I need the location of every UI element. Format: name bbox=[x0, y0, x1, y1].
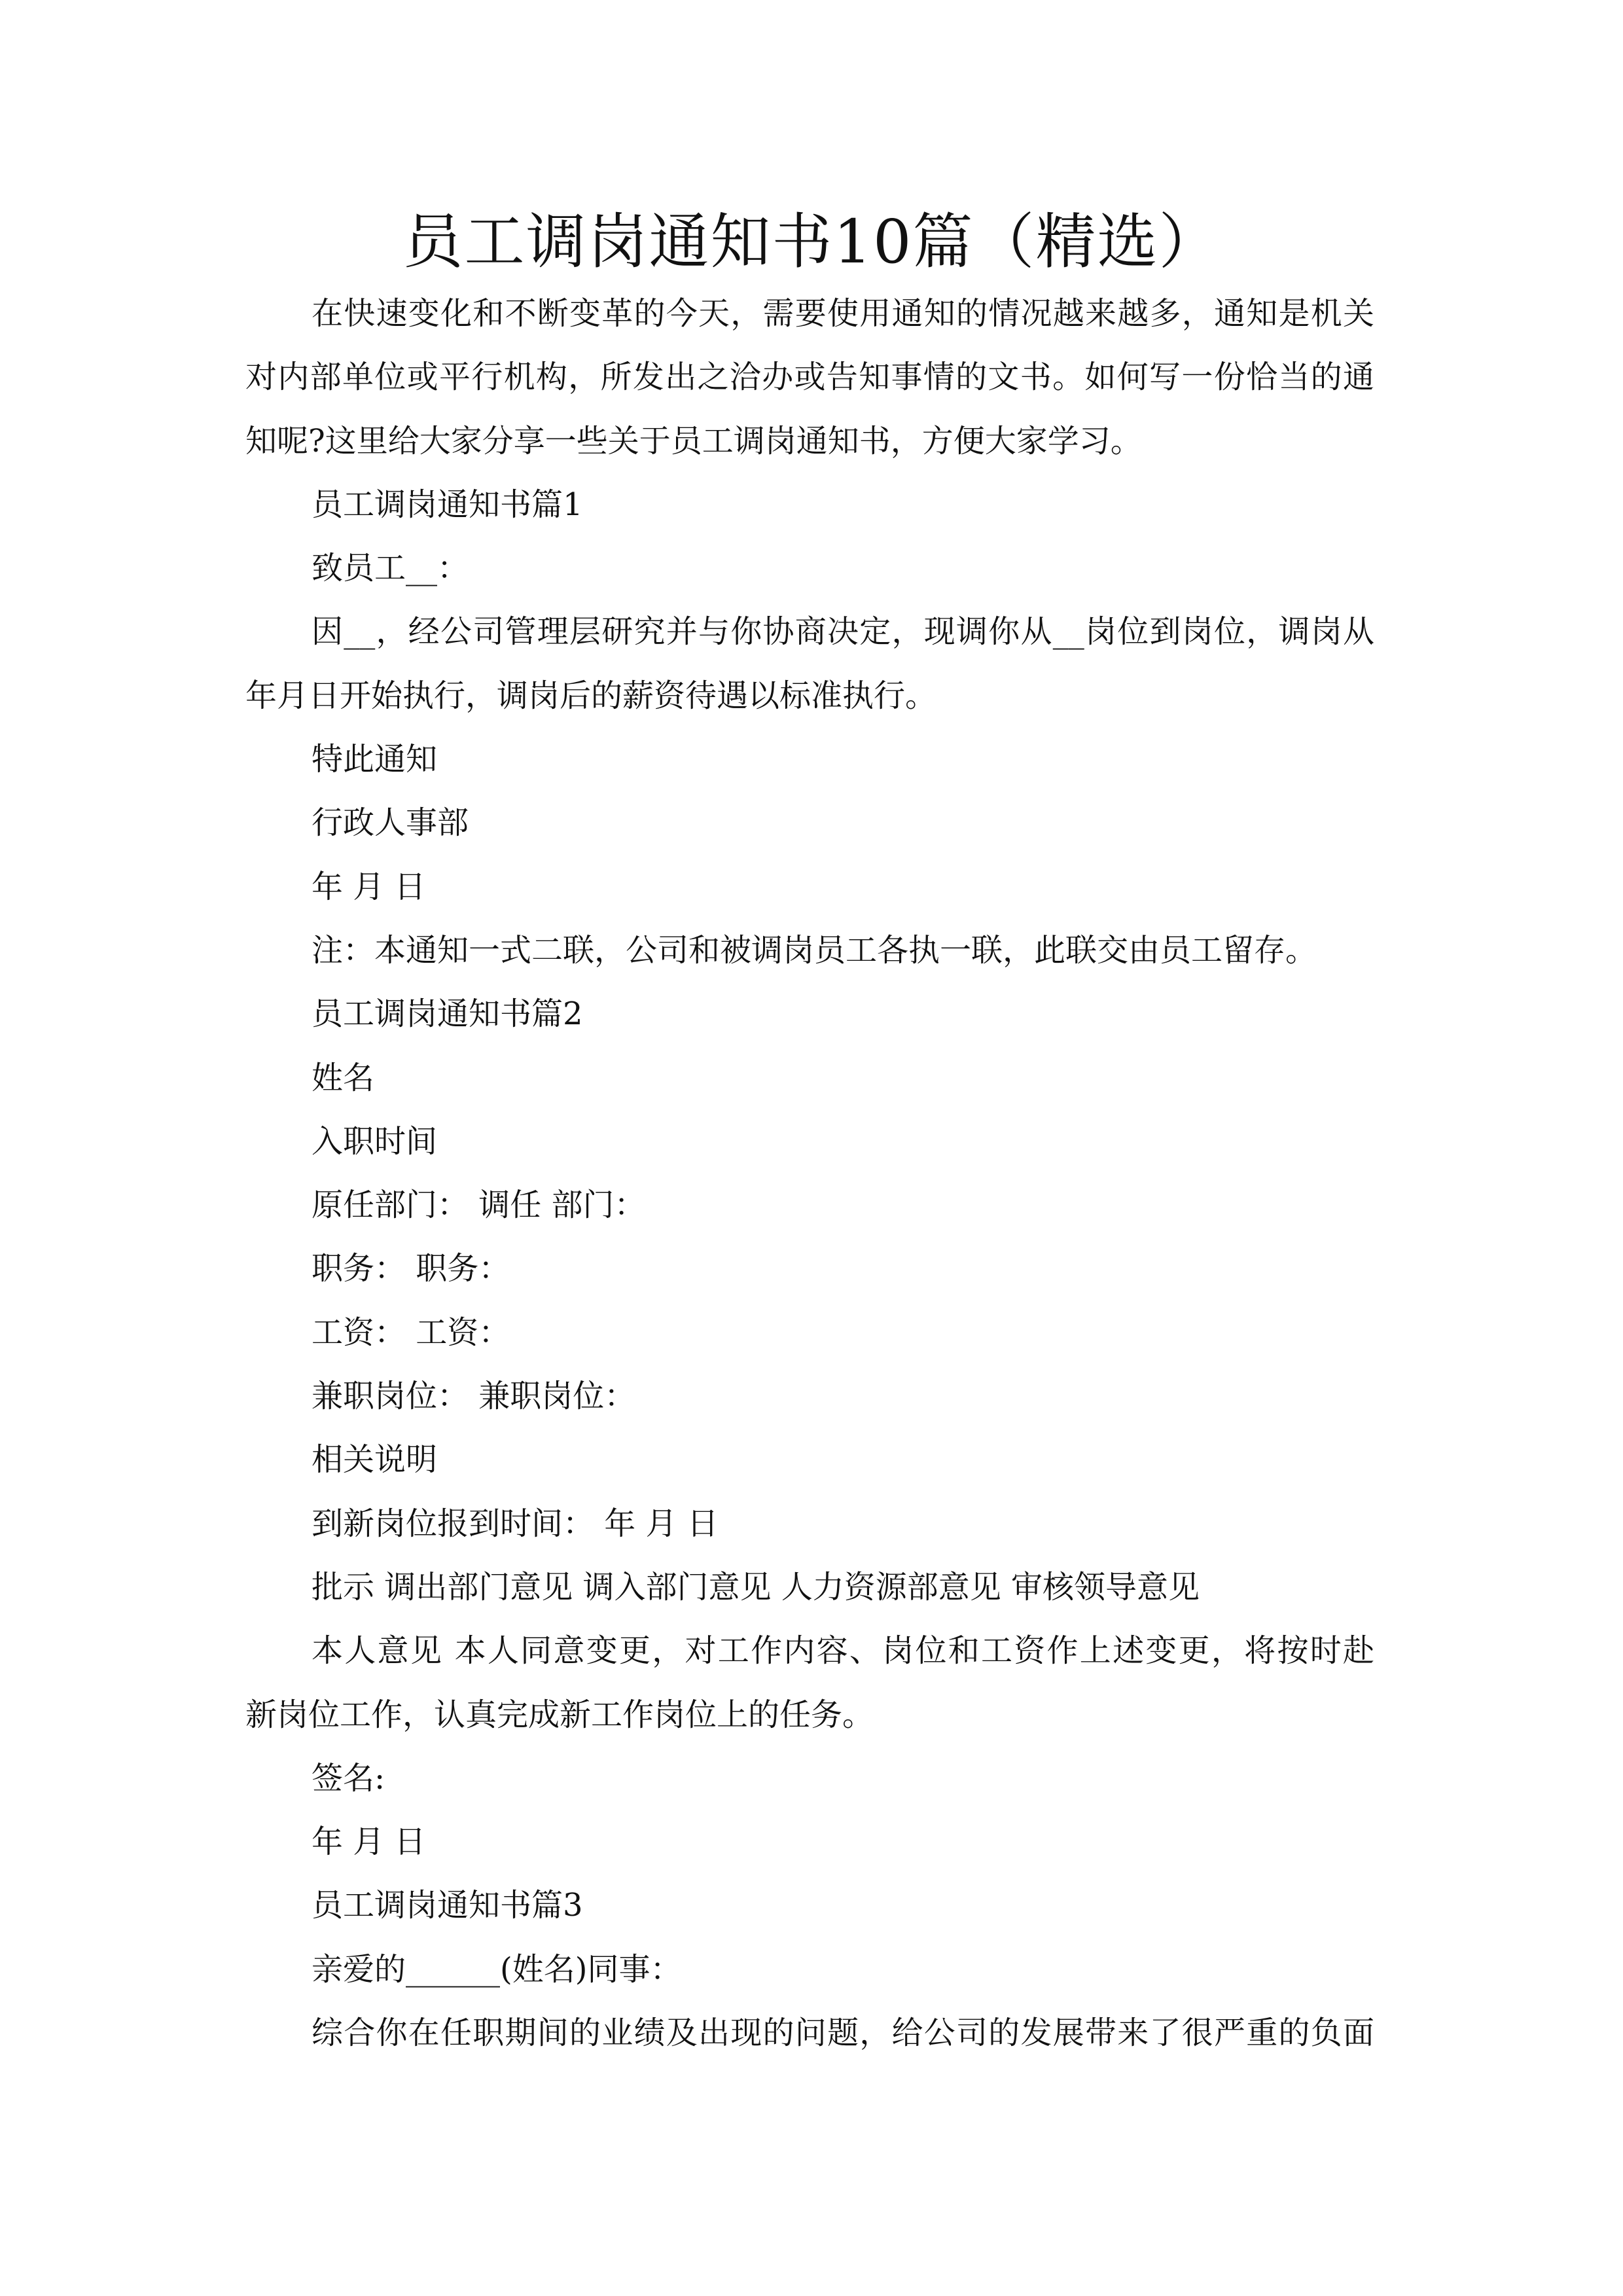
text-line: 新岗位工作，认真完成新工作岗位上的任务。 bbox=[245, 1696, 874, 1733]
text-line: 员工调岗通知书篇3 bbox=[312, 1887, 583, 1924]
text-line: 在快速变化和不断变革的今天，需要使用通知的情况越来越多，通知是机关 bbox=[312, 295, 1374, 332]
text-line: 行政人事部 bbox=[312, 804, 469, 842]
text-line: 入职时间 bbox=[312, 1122, 438, 1160]
document-title: 员工调岗通知书10篇（精选） bbox=[402, 207, 1221, 277]
text-line: 注：本通知一式二联，公司和被调岗员工各执一联，此联交由员工留存。 bbox=[312, 931, 1317, 969]
text-line: 签名: bbox=[312, 1759, 385, 1797]
text-line: 综合你在任职期间的业绩及出现的问题，给公司的发展带来了很严重的负面 bbox=[312, 2015, 1374, 2052]
text-line: 姓名 bbox=[312, 1059, 375, 1096]
text-line: 员工调岗通知书篇2 bbox=[312, 996, 583, 1033]
text-line: 工资： 工资： bbox=[312, 1314, 510, 1351]
text-line: 年月日开始执行，调岗后的薪资待遇以标准执行。 bbox=[245, 677, 937, 714]
text-line: 年 月 日 bbox=[312, 868, 426, 905]
text-line: 亲爱的______(姓名)同事： bbox=[312, 1950, 682, 1988]
text-line: 到新岗位报到时间： 年 月 日 bbox=[312, 1505, 719, 1542]
text-line: 对内部单位或平行机构，所发出之洽办或告知事情的文书。如何写一份恰当的通 bbox=[245, 359, 1374, 396]
text-line: 员工调岗通知书篇1 bbox=[312, 486, 583, 523]
text-line: 年 月 日 bbox=[312, 1823, 426, 1861]
text-line: 致员工__： bbox=[312, 550, 469, 587]
text-line: 兼职岗位： 兼职岗位： bbox=[312, 1378, 636, 1415]
text-line: 职务： 职务： bbox=[312, 1250, 510, 1287]
document-body bbox=[245, 282, 1374, 2065]
text-line: 本人意见 本人同意变更，对工作内容、岗位和工资作上述变更，将按时赴 bbox=[312, 1632, 1374, 1670]
text-line: 特此通知 bbox=[312, 741, 438, 778]
text-line: 知呢?这里给大家分享一些关于员工调岗通知书，方便大家学习。 bbox=[245, 422, 1142, 459]
text-line: 因__，经公司管理层研究并与你协商决定，现调你从__岗位到岗位，调岗从 bbox=[312, 613, 1374, 651]
text-line: 批示 调出部门意见 调入部门意见 人力资源部意见 审核领导意见 bbox=[312, 1568, 1200, 1605]
text-line: 相关说明 bbox=[312, 1441, 438, 1479]
text-line: 原任部门： 调任 部门： bbox=[312, 1187, 646, 1224]
